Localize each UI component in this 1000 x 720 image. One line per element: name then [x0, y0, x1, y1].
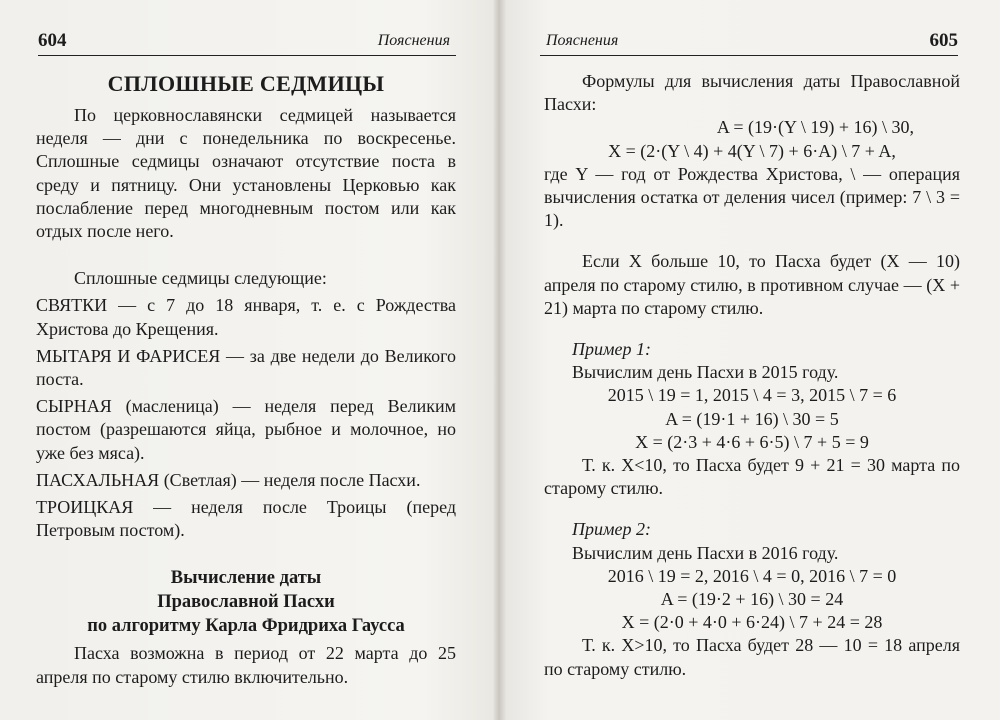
- list-item-mytarya: МЫТАРЯ И ФАРИСЕЯ — за две недели до Великого поста.: [36, 345, 456, 390]
- example-2-calc-2: A = (19·2 + 16) \ 30 = 24: [660, 589, 844, 610]
- list-intro: Сплошные седмицы следующие:: [74, 268, 327, 289]
- right-header-rule: [540, 55, 958, 56]
- left-page: [0, 0, 498, 720]
- left-running-head: [38, 30, 456, 56]
- left-running-title: Пояснения: [377, 32, 450, 49]
- subsection-title-line-3: по алгоритму Карла Фридриха Гаусса: [87, 616, 405, 637]
- subsection-title-line-1: Вычисление даты: [170, 568, 322, 589]
- list-item-svyatki: СВЯТКИ — с 7 до 18 января, т. е. с Рождества Христова до Крещения.: [36, 295, 456, 339]
- list-item-paskhalnaya: ПАСХАЛЬНАЯ (Светлая) — неделя после Пасхи.: [36, 469, 421, 490]
- formula-x: X = (2·(Y \ 4) + 4(Y \ 7) + 6·A) \ 7 + A,: [608, 140, 896, 161]
- book-gutter: [492, 0, 506, 720]
- example-1-calc-1: 2015 \ 19 = 1, 2015 \ 4 = 3, 2015 \ 7 = 6: [607, 385, 897, 406]
- right-running-title: Пояснения: [546, 32, 619, 49]
- right-page-number: 605: [929, 30, 958, 51]
- rule-paragraph: Если X больше 10, то Пасха будет (X — 10) апреля по старому стилю, в противном случае — (X + 21) марта по старому стилю.: [544, 251, 960, 318]
- example-2-label: Пример 2:: [572, 519, 651, 540]
- example-2-calc-1: 2016 \ 19 = 2, 2016 \ 4 = 0, 2016 \ 7 = 0: [607, 565, 897, 586]
- right-content: [544, 70, 960, 681]
- left-content: [36, 70, 456, 689]
- left-header-rule: [38, 55, 456, 56]
- example-1-result: Т. к. X<10, то Пасха будет 9 + 21 = 30 марта по старому стилю.: [544, 455, 960, 499]
- section-title: СПЛОШНЫЕ СЕДМИЦЫ: [107, 71, 385, 96]
- definition-paragraph: где Y — год от Рождества Христова, \ — операция вычисления остатка от деления чисел (пример: 7 \ 3 = 1).: [544, 163, 960, 231]
- right-page: [498, 0, 1000, 720]
- example-2-calc-3: X = (2·0 + 4·0 + 6·24) \ 7 + 24 = 28: [621, 612, 883, 633]
- list-item-syrnaya: СЫРНАЯ (масленица) — неделя перед Великим постом (разрешаются яйца, рыбное и молочное, но уже без мяса).: [36, 396, 456, 463]
- example-1-calc-3: X = (2·3 + 4·6 + 6·5) \ 7 + 5 = 9: [635, 431, 869, 452]
- right-running-head: [540, 30, 958, 56]
- list-item-troitskaya: ТРОИЦКАЯ — неделя после Троицы (перед Петровым постом).: [36, 497, 456, 541]
- subsection-title-line-2: Православной Пасхи: [157, 592, 335, 613]
- left-page-number: 604: [38, 30, 67, 51]
- example-1-calc-2: A = (19·1 + 16) \ 30 = 5: [665, 408, 839, 429]
- example-1-label: Пример 1:: [572, 339, 651, 360]
- formulas-intro: Формулы для вычисления даты Православной Пасхи:: [544, 71, 960, 115]
- example-2-line: Вычислим день Пасхи в 2016 году.: [572, 542, 839, 563]
- example-2-result: Т. к. X>10, то Пасха будет 28 — 10 = 18 апреля по старому стилю.: [544, 635, 960, 679]
- example-1-line: Вычислим день Пасхи в 2015 году.: [572, 362, 839, 383]
- closing-paragraph: Пасха возможна в период от 22 марта до 25 апреля по старому стилю включительно.: [36, 643, 456, 687]
- formula-a: A = (19·(Y \ 19) + 16) \ 30,: [716, 117, 914, 138]
- intro-paragraph: По церковнославянски седмицей называется неделя — дни с понедельника по воскресенье. Сплошные седмицы означают отсутствие поста в среду и пятницу. Они установлены Церковью как послабление перед многодневным постом или как отдых после него.: [36, 105, 456, 242]
